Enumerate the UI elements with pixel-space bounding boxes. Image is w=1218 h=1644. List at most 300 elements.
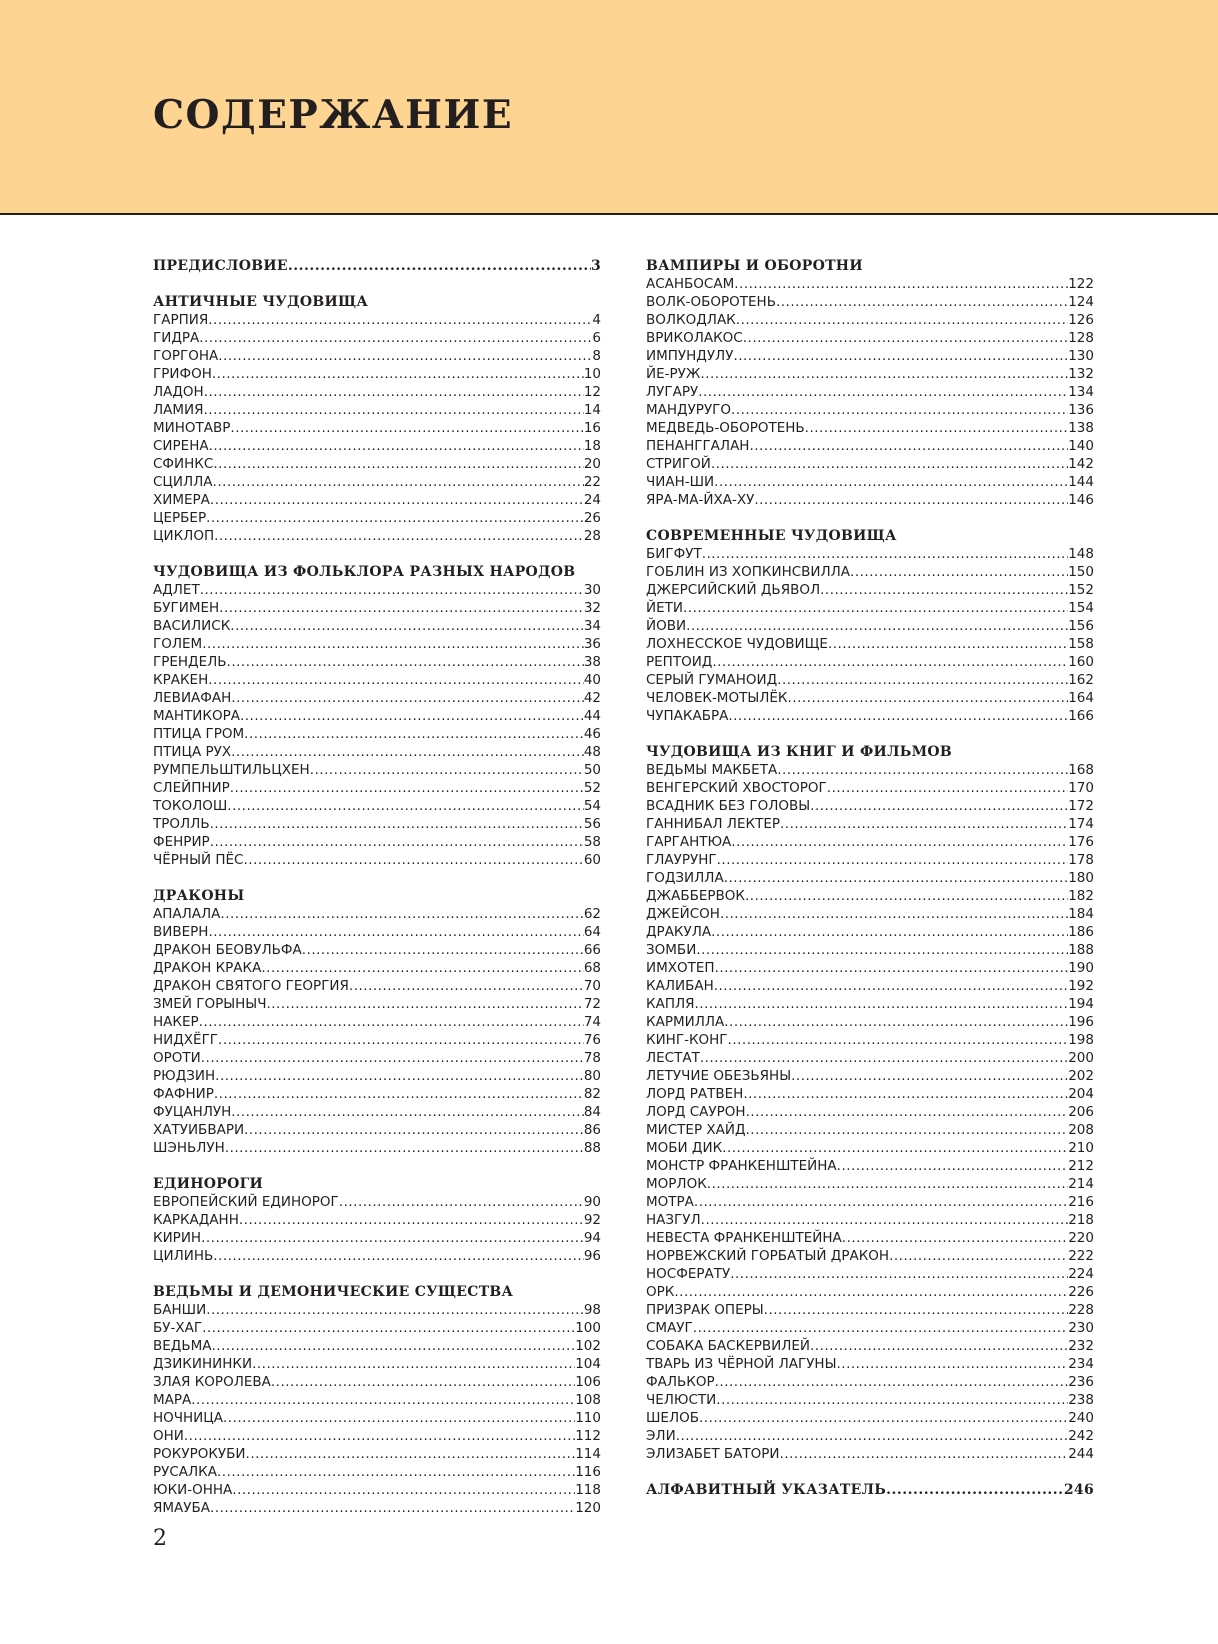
- toc-entry[interactable]: [153, 1409, 601, 1427]
- entry-page: 208: [1068, 1122, 1094, 1138]
- dot-leader: [745, 887, 1068, 905]
- toc-entry[interactable]: [646, 1229, 1094, 1247]
- entry-page: 42: [583, 690, 601, 706]
- entry-name: ЗОМБИ: [646, 942, 697, 958]
- dot-leader: [213, 1247, 584, 1265]
- toc-entry[interactable]: [646, 1175, 1094, 1193]
- toc-entry[interactable]: [646, 617, 1094, 635]
- toc-entry[interactable]: [153, 815, 601, 833]
- toc-entry[interactable]: [153, 977, 601, 995]
- entry-page: 140: [1068, 438, 1094, 454]
- dot-leader: [731, 401, 1068, 419]
- entry-name: ЛЕВИАФАН: [153, 690, 232, 706]
- entry-name: ЛАДОН: [153, 384, 204, 400]
- toc-entry[interactable]: [646, 1013, 1094, 1031]
- dot-leader: [700, 365, 1068, 383]
- entry-name: ЛУГАРУ: [646, 384, 699, 400]
- entry-name: ЛОХНЕССКОЕ ЧУДОВИЩЕ: [646, 636, 828, 652]
- dot-leader: [202, 635, 584, 653]
- entry-page: 186: [1068, 924, 1094, 940]
- entry-page: 94: [583, 1230, 601, 1246]
- toc-entry[interactable]: [646, 833, 1094, 851]
- toc-entry[interactable]: [153, 599, 601, 617]
- entry-name: АСАНБОСАМ: [646, 276, 735, 292]
- toc-entry[interactable]: [153, 833, 601, 851]
- toc-entry[interactable]: [646, 419, 1094, 437]
- toc-entry[interactable]: [646, 635, 1094, 653]
- toc-entry[interactable]: [153, 419, 601, 437]
- dot-leader: [788, 689, 1069, 707]
- entry-page: 162: [1068, 672, 1094, 688]
- dot-leader: [746, 1121, 1069, 1139]
- entry-name: ТОКОЛОШ: [153, 798, 228, 814]
- entry-name: СИРЕНА: [153, 438, 209, 454]
- entry-page: 154: [1068, 600, 1094, 616]
- toc-entry[interactable]: [153, 527, 601, 545]
- entry-name: ПТИЦА ГРОМ: [153, 726, 245, 742]
- entry-name: РОКУРОКУБИ: [153, 1446, 246, 1462]
- entry-page: 232: [1068, 1338, 1094, 1354]
- toc-entry[interactable]: [646, 905, 1094, 923]
- toc-entry[interactable]: [153, 617, 601, 635]
- toc-entry[interactable]: [153, 707, 601, 725]
- toc-entry[interactable]: [153, 509, 601, 527]
- toc-entry[interactable]: [153, 1193, 601, 1211]
- entry-page: 132: [1068, 366, 1094, 382]
- dot-leader: [225, 1139, 584, 1157]
- toc-entry[interactable]: [153, 1121, 601, 1139]
- entry-name: ЯМАУБА: [153, 1500, 210, 1516]
- entry-page: 244: [1068, 1446, 1094, 1462]
- dot-leader: [717, 851, 1069, 869]
- toc-entry[interactable]: [153, 995, 601, 1013]
- toc-entry[interactable]: [646, 1337, 1094, 1355]
- entry-page: 68: [583, 960, 601, 976]
- entry-name: КАРКАДАНН: [153, 1212, 239, 1228]
- entry-name: НОЧНИЦА: [153, 1410, 223, 1426]
- entry-name: МОБИ ДИК: [646, 1140, 723, 1156]
- entry-name: ГРЕНДЕЛЬ: [153, 654, 227, 670]
- toc-entry[interactable]: [646, 851, 1094, 869]
- dot-leader: [837, 1157, 1069, 1175]
- toc-entry[interactable]: [646, 1265, 1094, 1283]
- entry-page: 126: [1068, 312, 1094, 328]
- entry-name: ЙЕТИ: [646, 600, 683, 616]
- section-heading-page: 246: [1063, 1482, 1094, 1498]
- dot-leader: [728, 707, 1068, 725]
- toc-entry[interactable]: [646, 383, 1094, 401]
- dot-leader: [733, 347, 1068, 365]
- dot-leader: [701, 1211, 1069, 1229]
- entry-page: 92: [583, 1212, 601, 1228]
- entry-page: 80: [583, 1068, 601, 1084]
- entry-page: 106: [575, 1374, 601, 1390]
- entry-name: ГИДРА: [153, 330, 200, 346]
- section-heading-label: АНТИЧНЫЕ ЧУДОВИЩА: [153, 294, 369, 310]
- toc-entry[interactable]: [646, 689, 1094, 707]
- entry-page: 70: [583, 978, 601, 994]
- entry-name: СФИНКС: [153, 456, 214, 472]
- entry-page: 180: [1068, 870, 1094, 886]
- entry-page: 104: [575, 1356, 601, 1372]
- toc-entry[interactable]: [646, 1445, 1094, 1463]
- dot-leader: [231, 1103, 584, 1121]
- section-heading-label: ВЕДЬМЫ И ДЕМОНИЧЕСКИЕ СУЩЕСТВА: [153, 1284, 514, 1300]
- toc-entry[interactable]: [153, 401, 601, 419]
- entry-name: ДЖЕЙСОН: [646, 906, 720, 922]
- toc-entry[interactable]: [646, 1373, 1094, 1391]
- dot-leader: [339, 1193, 584, 1211]
- entry-name: НИДХЁГГ: [153, 1032, 219, 1048]
- toc-entry[interactable]: [153, 1355, 601, 1373]
- dot-leader: [674, 1283, 1068, 1301]
- dot-leader: [204, 401, 584, 419]
- toc-entry[interactable]: [153, 347, 601, 365]
- toc-entry[interactable]: [153, 1427, 601, 1445]
- toc-entry[interactable]: [646, 545, 1094, 563]
- entry-page: 176: [1068, 834, 1094, 850]
- toc-entry[interactable]: [646, 1211, 1094, 1229]
- entry-name: ГОДЗИЛЛА: [646, 870, 724, 886]
- dot-leader: [700, 1049, 1068, 1067]
- entry-page: 120: [575, 1500, 601, 1516]
- toc-entry[interactable]: [153, 797, 601, 815]
- toc-entry[interactable]: [153, 671, 601, 689]
- entry-page: 122: [1068, 276, 1094, 292]
- toc-entry[interactable]: [646, 1067, 1094, 1085]
- toc-entry[interactable]: [153, 1391, 601, 1409]
- dot-leader: [240, 707, 584, 725]
- entry-page: 210: [1068, 1140, 1094, 1156]
- dot-leader: [820, 581, 1068, 599]
- entry-page: 78: [583, 1050, 601, 1066]
- dot-leader: [231, 689, 584, 707]
- entry-name: СТРИГОЙ: [646, 456, 711, 472]
- toc-entry[interactable]: [646, 311, 1094, 329]
- dot-leader: [714, 977, 1069, 995]
- dot-leader: [227, 797, 584, 815]
- toc-section: [153, 563, 601, 869]
- toc-entry[interactable]: [646, 329, 1094, 347]
- entry-name: КРАКЕН: [153, 672, 209, 688]
- toc-entry[interactable]: [646, 347, 1094, 365]
- toc-entry[interactable]: [153, 329, 601, 347]
- entry-name: МАНТИКОРА: [153, 708, 240, 724]
- dot-leader: [184, 1427, 575, 1445]
- toc-entry[interactable]: [646, 869, 1094, 887]
- toc-entry[interactable]: [153, 1481, 601, 1499]
- entry-page: 182: [1068, 888, 1094, 904]
- toc-entry[interactable]: [153, 581, 601, 599]
- toc-entry[interactable]: [153, 473, 601, 491]
- entry-name: ЮКИ-ОННА: [153, 1482, 233, 1498]
- entry-page: 28: [583, 528, 601, 544]
- toc-entry[interactable]: [153, 725, 601, 743]
- toc-entry[interactable]: [646, 707, 1094, 725]
- dot-leader: [810, 797, 1068, 815]
- dot-leader: [711, 923, 1068, 941]
- toc-entry[interactable]: [646, 1427, 1094, 1445]
- toc-entry[interactable]: [646, 599, 1094, 617]
- toc-entry[interactable]: [646, 1283, 1094, 1301]
- toc-left-column: [153, 257, 601, 1535]
- toc-entry[interactable]: [646, 815, 1094, 833]
- section-heading[interactable]: [153, 1175, 601, 1193]
- section-heading[interactable]: [153, 563, 601, 581]
- section-heading-label: ДРАКОНЫ: [153, 888, 245, 904]
- dot-leader: [210, 491, 584, 509]
- dot-leader: [199, 329, 592, 347]
- entry-page: 4: [592, 312, 601, 328]
- toc-section: [153, 887, 601, 1157]
- toc-entry[interactable]: [153, 1049, 601, 1067]
- entry-name: ОРК: [646, 1284, 675, 1300]
- toc-entry[interactable]: [153, 1013, 601, 1031]
- toc-entry[interactable]: [646, 1355, 1094, 1373]
- toc-entry[interactable]: [153, 1463, 601, 1481]
- toc-entry[interactable]: [646, 923, 1094, 941]
- entry-page: 44: [583, 708, 601, 724]
- entry-page: 178: [1068, 852, 1094, 868]
- toc-entry[interactable]: [646, 887, 1094, 905]
- dot-leader: [828, 635, 1068, 653]
- entry-page: 198: [1068, 1032, 1094, 1048]
- entry-page: 54: [583, 798, 601, 814]
- toc-entry[interactable]: [646, 959, 1094, 977]
- entry-page: 230: [1068, 1320, 1094, 1336]
- dot-leader: [693, 1319, 1068, 1337]
- entry-page: 226: [1068, 1284, 1094, 1300]
- toc-entry[interactable]: [646, 1391, 1094, 1409]
- dot-leader: [724, 1013, 1068, 1031]
- dot-leader: [191, 1391, 575, 1409]
- toc-entry[interactable]: [646, 977, 1094, 995]
- toc-entry[interactable]: [646, 1157, 1094, 1175]
- entry-page: 150: [1068, 564, 1094, 580]
- section-heading[interactable]: [153, 1283, 601, 1301]
- toc-entry[interactable]: [153, 1337, 601, 1355]
- toc-entry[interactable]: [646, 1085, 1094, 1103]
- dot-leader: [230, 617, 584, 635]
- toc-entry[interactable]: [646, 491, 1094, 509]
- toc-entry[interactable]: [646, 455, 1094, 473]
- toc-entry[interactable]: [153, 1103, 601, 1121]
- dot-leader: [728, 1031, 1069, 1049]
- entry-name: ЛЕТУЧИЕ ОБЕЗЬЯНЫ: [646, 1068, 792, 1084]
- toc-entry[interactable]: [153, 905, 601, 923]
- dot-leader: [204, 383, 584, 401]
- entry-name: МИНОТАВР: [153, 420, 231, 436]
- dot-leader: [676, 1427, 1069, 1445]
- toc-entry[interactable]: [646, 1247, 1094, 1265]
- toc-entry[interactable]: [153, 1031, 601, 1049]
- dot-leader: [244, 851, 584, 869]
- toc-entry[interactable]: [153, 635, 601, 653]
- toc-entry[interactable]: [153, 1211, 601, 1229]
- entry-page: 74: [583, 1014, 601, 1030]
- entry-page: 46: [583, 726, 601, 742]
- entry-name: ЧУПАКАБРА: [646, 708, 729, 724]
- entry-page: 102: [575, 1338, 601, 1354]
- toc-entry[interactable]: [153, 383, 601, 401]
- toc-entry[interactable]: [646, 293, 1094, 311]
- section-heading-label: ВАМПИРЫ И ОБОРОТНИ: [646, 258, 863, 274]
- entry-name: ФЕНРИР: [153, 834, 210, 850]
- toc-entry[interactable]: [153, 1373, 601, 1391]
- toc-entry[interactable]: [646, 1319, 1094, 1337]
- toc-entry[interactable]: [646, 1139, 1094, 1157]
- entry-page: 60: [583, 852, 601, 868]
- toc-entry[interactable]: [153, 743, 601, 761]
- toc-section: [646, 257, 1094, 509]
- toc-entry[interactable]: [646, 1121, 1094, 1139]
- entry-page: 88: [583, 1140, 601, 1156]
- toc-entry[interactable]: [646, 437, 1094, 455]
- toc-entry[interactable]: [646, 1031, 1094, 1049]
- section-heading-label: ЧУДОВИЩА ИЗ ФОЛЬКЛОРА РАЗНЫХ НАРОДОВ: [153, 564, 576, 580]
- section-heading[interactable]: [646, 1481, 1094, 1499]
- dot-leader: [698, 383, 1068, 401]
- entry-page: 84: [583, 1104, 601, 1120]
- entry-page: 82: [583, 1086, 601, 1102]
- dot-leader: [209, 437, 584, 455]
- entry-name: ТВАРЬ ИЗ ЧЁРНОЙ ЛАГУНЫ: [646, 1356, 837, 1372]
- toc-entry[interactable]: [153, 437, 601, 455]
- toc-entry[interactable]: [646, 779, 1094, 797]
- section-heading[interactable]: [646, 257, 1094, 275]
- toc-entry[interactable]: [153, 365, 601, 383]
- toc-entry[interactable]: [646, 1049, 1094, 1067]
- toc-entry[interactable]: [153, 491, 601, 509]
- entry-page: 240: [1068, 1410, 1094, 1426]
- toc-entry[interactable]: [646, 401, 1094, 419]
- toc-entry[interactable]: [646, 1301, 1094, 1319]
- entry-page: 218: [1068, 1212, 1094, 1228]
- toc-entry[interactable]: [646, 671, 1094, 689]
- toc-entry[interactable]: [646, 797, 1094, 815]
- toc-entry[interactable]: [153, 1499, 601, 1517]
- toc-entry[interactable]: [646, 365, 1094, 383]
- toc-entry[interactable]: [646, 1103, 1094, 1121]
- dot-leader: [271, 1373, 575, 1391]
- entry-page: 6: [592, 330, 601, 346]
- entry-name: БУ-ХАГ: [153, 1320, 203, 1336]
- toc-entry[interactable]: [646, 761, 1094, 779]
- toc-entry[interactable]: [646, 941, 1094, 959]
- entry-name: АДЛЕТ: [153, 582, 200, 598]
- toc-entry[interactable]: [646, 653, 1094, 671]
- entry-page: 58: [583, 834, 601, 850]
- entry-page: 200: [1068, 1050, 1094, 1066]
- entry-name: ЧИАН-ШИ: [646, 474, 715, 490]
- toc-entry[interactable]: [153, 761, 601, 779]
- entry-name: ДРАКОН СВЯТОГО ГЕОРГИЯ: [153, 978, 349, 994]
- entry-name: ГОЛЕМ: [153, 636, 203, 652]
- entry-page: 114: [575, 1446, 601, 1462]
- entry-name: РУМПЕЛЬШТИЛЬЦХЕН: [153, 762, 310, 778]
- toc-entry[interactable]: [153, 455, 601, 473]
- dot-leader: [743, 329, 1068, 347]
- entry-page: 206: [1068, 1104, 1094, 1120]
- entry-name: НОСФЕРАТУ: [646, 1266, 731, 1282]
- toc-entry[interactable]: [646, 995, 1094, 1013]
- entry-name: ВЕДЬМА: [153, 1338, 212, 1354]
- section-heading[interactable]: [153, 257, 601, 275]
- dot-leader: [805, 419, 1069, 437]
- dot-leader: [850, 563, 1068, 581]
- entry-page: 112: [575, 1428, 601, 1444]
- toc-entry[interactable]: [646, 563, 1094, 581]
- section-heading-label: ЕДИНОРОГИ: [153, 1176, 264, 1192]
- entry-name: ЛЕСТАТ: [646, 1050, 700, 1066]
- entry-name: ВИВЕРН: [153, 924, 209, 940]
- dot-leader: [252, 1355, 575, 1373]
- section-heading[interactable]: [153, 293, 601, 311]
- toc-section: [153, 257, 601, 275]
- toc-entry[interactable]: [153, 1139, 601, 1157]
- toc-entry[interactable]: [153, 311, 601, 329]
- dot-leader: [731, 833, 1068, 851]
- toc-entry[interactable]: [646, 581, 1094, 599]
- dot-leader: [683, 599, 1068, 617]
- toc-entry[interactable]: [153, 959, 601, 977]
- toc-entry[interactable]: [646, 275, 1094, 293]
- dot-leader: [288, 257, 591, 275]
- entry-name: ЧЁРНЫЙ ПЁС: [153, 852, 244, 868]
- entry-name: ГАННИБАЛ ЛЕКТЕР: [646, 816, 780, 832]
- toc-entry[interactable]: [153, 689, 601, 707]
- toc-entry[interactable]: [153, 1229, 601, 1247]
- entry-name: ВОЛКОДЛАК: [646, 312, 736, 328]
- entry-page: 188: [1068, 942, 1094, 958]
- dot-leader: [200, 581, 584, 599]
- dot-leader: [199, 1013, 584, 1031]
- toc-entry[interactable]: [153, 1301, 601, 1319]
- toc-entry[interactable]: [153, 1445, 601, 1463]
- section-heading[interactable]: [153, 887, 601, 905]
- section-heading[interactable]: [646, 743, 1094, 761]
- entry-page: 168: [1068, 762, 1094, 778]
- entry-page: 152: [1068, 582, 1094, 598]
- toc-entry[interactable]: [153, 851, 601, 869]
- toc-entry[interactable]: [153, 941, 601, 959]
- entry-name: ГАРГАНТЮА: [646, 834, 732, 850]
- toc-entry[interactable]: [646, 1193, 1094, 1211]
- section-heading[interactable]: [646, 527, 1094, 545]
- toc-entry[interactable]: [153, 1067, 601, 1085]
- dot-leader: [261, 959, 583, 977]
- toc-entry[interactable]: [153, 779, 601, 797]
- entry-page: 146: [1068, 492, 1094, 508]
- toc-entry[interactable]: [646, 1409, 1094, 1427]
- entry-page: 56: [583, 816, 601, 832]
- toc-entry[interactable]: [153, 653, 601, 671]
- toc-entry[interactable]: [646, 473, 1094, 491]
- toc-entry[interactable]: [153, 1319, 601, 1337]
- entry-name: РУСАЛКА: [153, 1464, 217, 1480]
- dot-leader: [699, 1409, 1068, 1427]
- dot-leader: [208, 311, 592, 329]
- entry-name: КАЛИБАН: [646, 978, 714, 994]
- toc-entry[interactable]: [153, 1247, 601, 1265]
- toc-entry[interactable]: [153, 1085, 601, 1103]
- entry-name: ВЕНГЕРСКИЙ ХВОСТОРОГ: [646, 780, 827, 796]
- dot-leader: [764, 1301, 1069, 1319]
- toc-entry[interactable]: [153, 923, 601, 941]
- entry-name: ОНИ: [153, 1428, 184, 1444]
- entry-name: ФАЛЬКОР: [646, 1374, 715, 1390]
- entry-page: 224: [1068, 1266, 1094, 1282]
